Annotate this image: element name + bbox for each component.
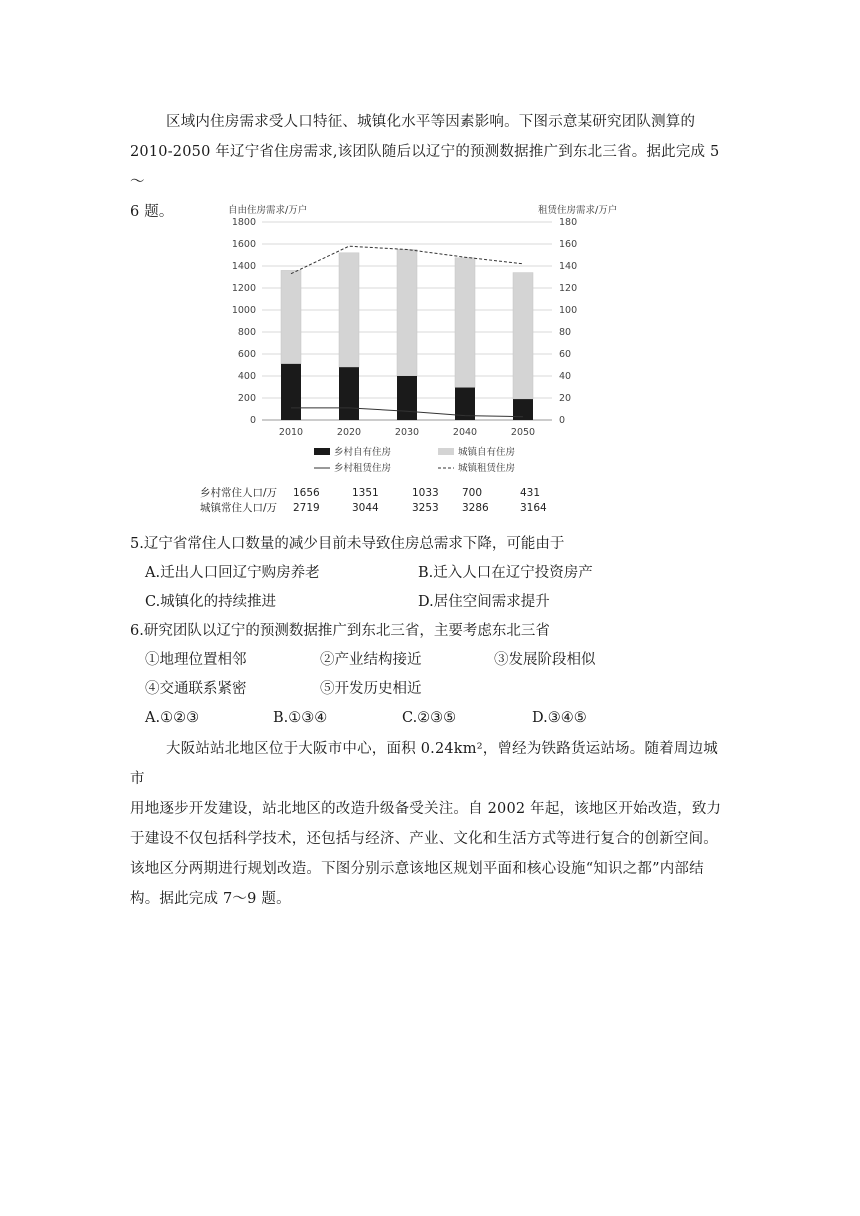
legend-label: 乡村自有住房 bbox=[334, 447, 392, 458]
q5-stem: 5.辽宁省常住人口数量的减少目前未导致住房总需求下降，可能由于 bbox=[130, 536, 565, 552]
bar-urban-own bbox=[455, 258, 475, 388]
left-tick-label: 1400 bbox=[231, 261, 256, 272]
passage-line-3: 于建设不仅包括科学技术，还包括与经济、产业、文化和生活方式等进行复合的创新空间。 bbox=[130, 831, 718, 847]
table-cell: 431 bbox=[520, 487, 541, 499]
q6-statement-3: ③发展阶段相似 bbox=[494, 652, 596, 668]
q5-option-c: C.城镇化的持续推进 bbox=[145, 594, 277, 610]
right-tick-label: 20 bbox=[559, 393, 572, 404]
q6-statement-1: ①地理位置相邻 bbox=[145, 652, 247, 668]
bar-rural-own bbox=[339, 367, 359, 420]
q6-statement-4: ④交通联系紧密 bbox=[145, 681, 247, 697]
table-cell: 3286 bbox=[462, 502, 489, 514]
table-cell: 2719 bbox=[293, 502, 320, 514]
right-tick-label: 0 bbox=[559, 415, 566, 426]
q5-option-b: B.迁入人口在辽宁投资房产 bbox=[418, 565, 593, 581]
bar-urban-own bbox=[339, 253, 359, 367]
left-axis-title: 自由住房需求/万户 bbox=[228, 205, 308, 216]
left-tick-label: 1200 bbox=[231, 283, 256, 294]
q6-stem: 6.研究团队以辽宁的预测数据推广到东北三省，主要考虑东北三省 bbox=[130, 623, 550, 639]
bar-rural-own bbox=[281, 364, 301, 420]
x-tick-label: 2040 bbox=[452, 427, 478, 438]
bar-urban-own bbox=[397, 250, 417, 377]
x-tick-label: 2010 bbox=[278, 427, 304, 438]
passage-line-1: 大阪站站北地区位于大阪市中心，面积 0.24km²，曾经为铁路货运站场。随着周边城市 bbox=[130, 741, 718, 787]
intro-line-1: 区域内住房需求受人口特征、城镇化水平等因素影响。下图示意某研究团队测算的 bbox=[166, 114, 696, 130]
table-row-label: 乡村常住人口/万 bbox=[200, 487, 278, 499]
q6-option-d: D.③④⑤ bbox=[532, 710, 587, 726]
x-tick-label: 2020 bbox=[336, 427, 362, 438]
q5-option-d: D.居住空间需求提升 bbox=[418, 594, 550, 610]
legend-swatch bbox=[438, 448, 454, 455]
bar-urban-own bbox=[281, 270, 301, 364]
q6-option-c: C.②③⑤ bbox=[402, 710, 457, 726]
right-tick-label: 160 bbox=[559, 239, 578, 250]
left-tick-label: 0 bbox=[249, 415, 256, 426]
passage-osaka bbox=[130, 734, 730, 914]
population-table bbox=[200, 486, 547, 514]
x-tick-label: 2030 bbox=[394, 427, 420, 438]
left-tick-label: 1800 bbox=[231, 217, 256, 228]
right-tick-label: 180 bbox=[559, 217, 578, 228]
legend-label: 城镇自有住房 bbox=[458, 447, 516, 458]
left-tick-label: 600 bbox=[237, 349, 256, 360]
q6-statement-2: ②产业结构接近 bbox=[320, 652, 422, 668]
bar-urban-own bbox=[513, 273, 533, 400]
q6-option-a: A.①②③ bbox=[145, 710, 200, 726]
right-tick-label: 60 bbox=[559, 349, 572, 360]
passage-line-4: 该地区分两期进行规划改造。下图分别示意该地区规划平面和核心设施“知识之都”内部结 bbox=[130, 861, 704, 877]
chart-legend bbox=[314, 446, 515, 474]
passage-line-2: 用地逐步开发建设，站北地区的改造升级备受关注。自 2002 年起，该地区开始改造，致力 bbox=[130, 801, 722, 817]
left-tick-label: 200 bbox=[237, 393, 256, 404]
q6-option-b: B.①③④ bbox=[273, 710, 328, 726]
table-cell: 1351 bbox=[352, 487, 379, 499]
left-tick-label: 1600 bbox=[231, 239, 256, 250]
q6-statement-5: ⑤开发历史相近 bbox=[320, 681, 422, 697]
table-row-label: 城镇常住人口/万 bbox=[200, 502, 278, 514]
intro-line-3: 6 题。 bbox=[130, 204, 174, 220]
table-cell: 3253 bbox=[412, 502, 439, 514]
table-cell: 3044 bbox=[352, 502, 379, 514]
right-axis-title: 租赁住房需求/万户 bbox=[538, 205, 618, 216]
left-tick-label: 400 bbox=[237, 371, 256, 382]
table-cell: 1033 bbox=[412, 487, 439, 499]
left-tick-label: 1000 bbox=[231, 305, 256, 316]
chart-canvas bbox=[200, 198, 620, 523]
left-tick-label: 800 bbox=[237, 327, 256, 338]
legend-label: 城镇租赁住房 bbox=[458, 463, 516, 474]
right-tick-label: 140 bbox=[559, 261, 578, 272]
x-tick-label: 2050 bbox=[510, 427, 536, 438]
bar-rural-own bbox=[397, 376, 417, 420]
right-tick-label: 80 bbox=[559, 327, 572, 338]
right-tick-label: 120 bbox=[559, 283, 578, 294]
legend-label: 乡村租赁住房 bbox=[334, 463, 392, 474]
table-cell: 700 bbox=[462, 487, 483, 499]
table-cell: 1656 bbox=[293, 487, 320, 499]
intro-line-2: 2010-2050 年辽宁省住房需求,该团队随后以辽宁的预测数据推广到东北三省。据此完成 5～ bbox=[130, 144, 720, 190]
housing-demand-chart bbox=[200, 198, 620, 523]
q5-option-a: A.迁出人口回辽宁购房养老 bbox=[145, 565, 320, 581]
right-tick-label: 100 bbox=[559, 305, 578, 316]
passage-line-5: 构。据此完成 7～9 题。 bbox=[130, 891, 291, 907]
table-cell: 3164 bbox=[520, 502, 547, 514]
legend-swatch bbox=[314, 448, 330, 455]
right-tick-label: 40 bbox=[559, 371, 572, 382]
